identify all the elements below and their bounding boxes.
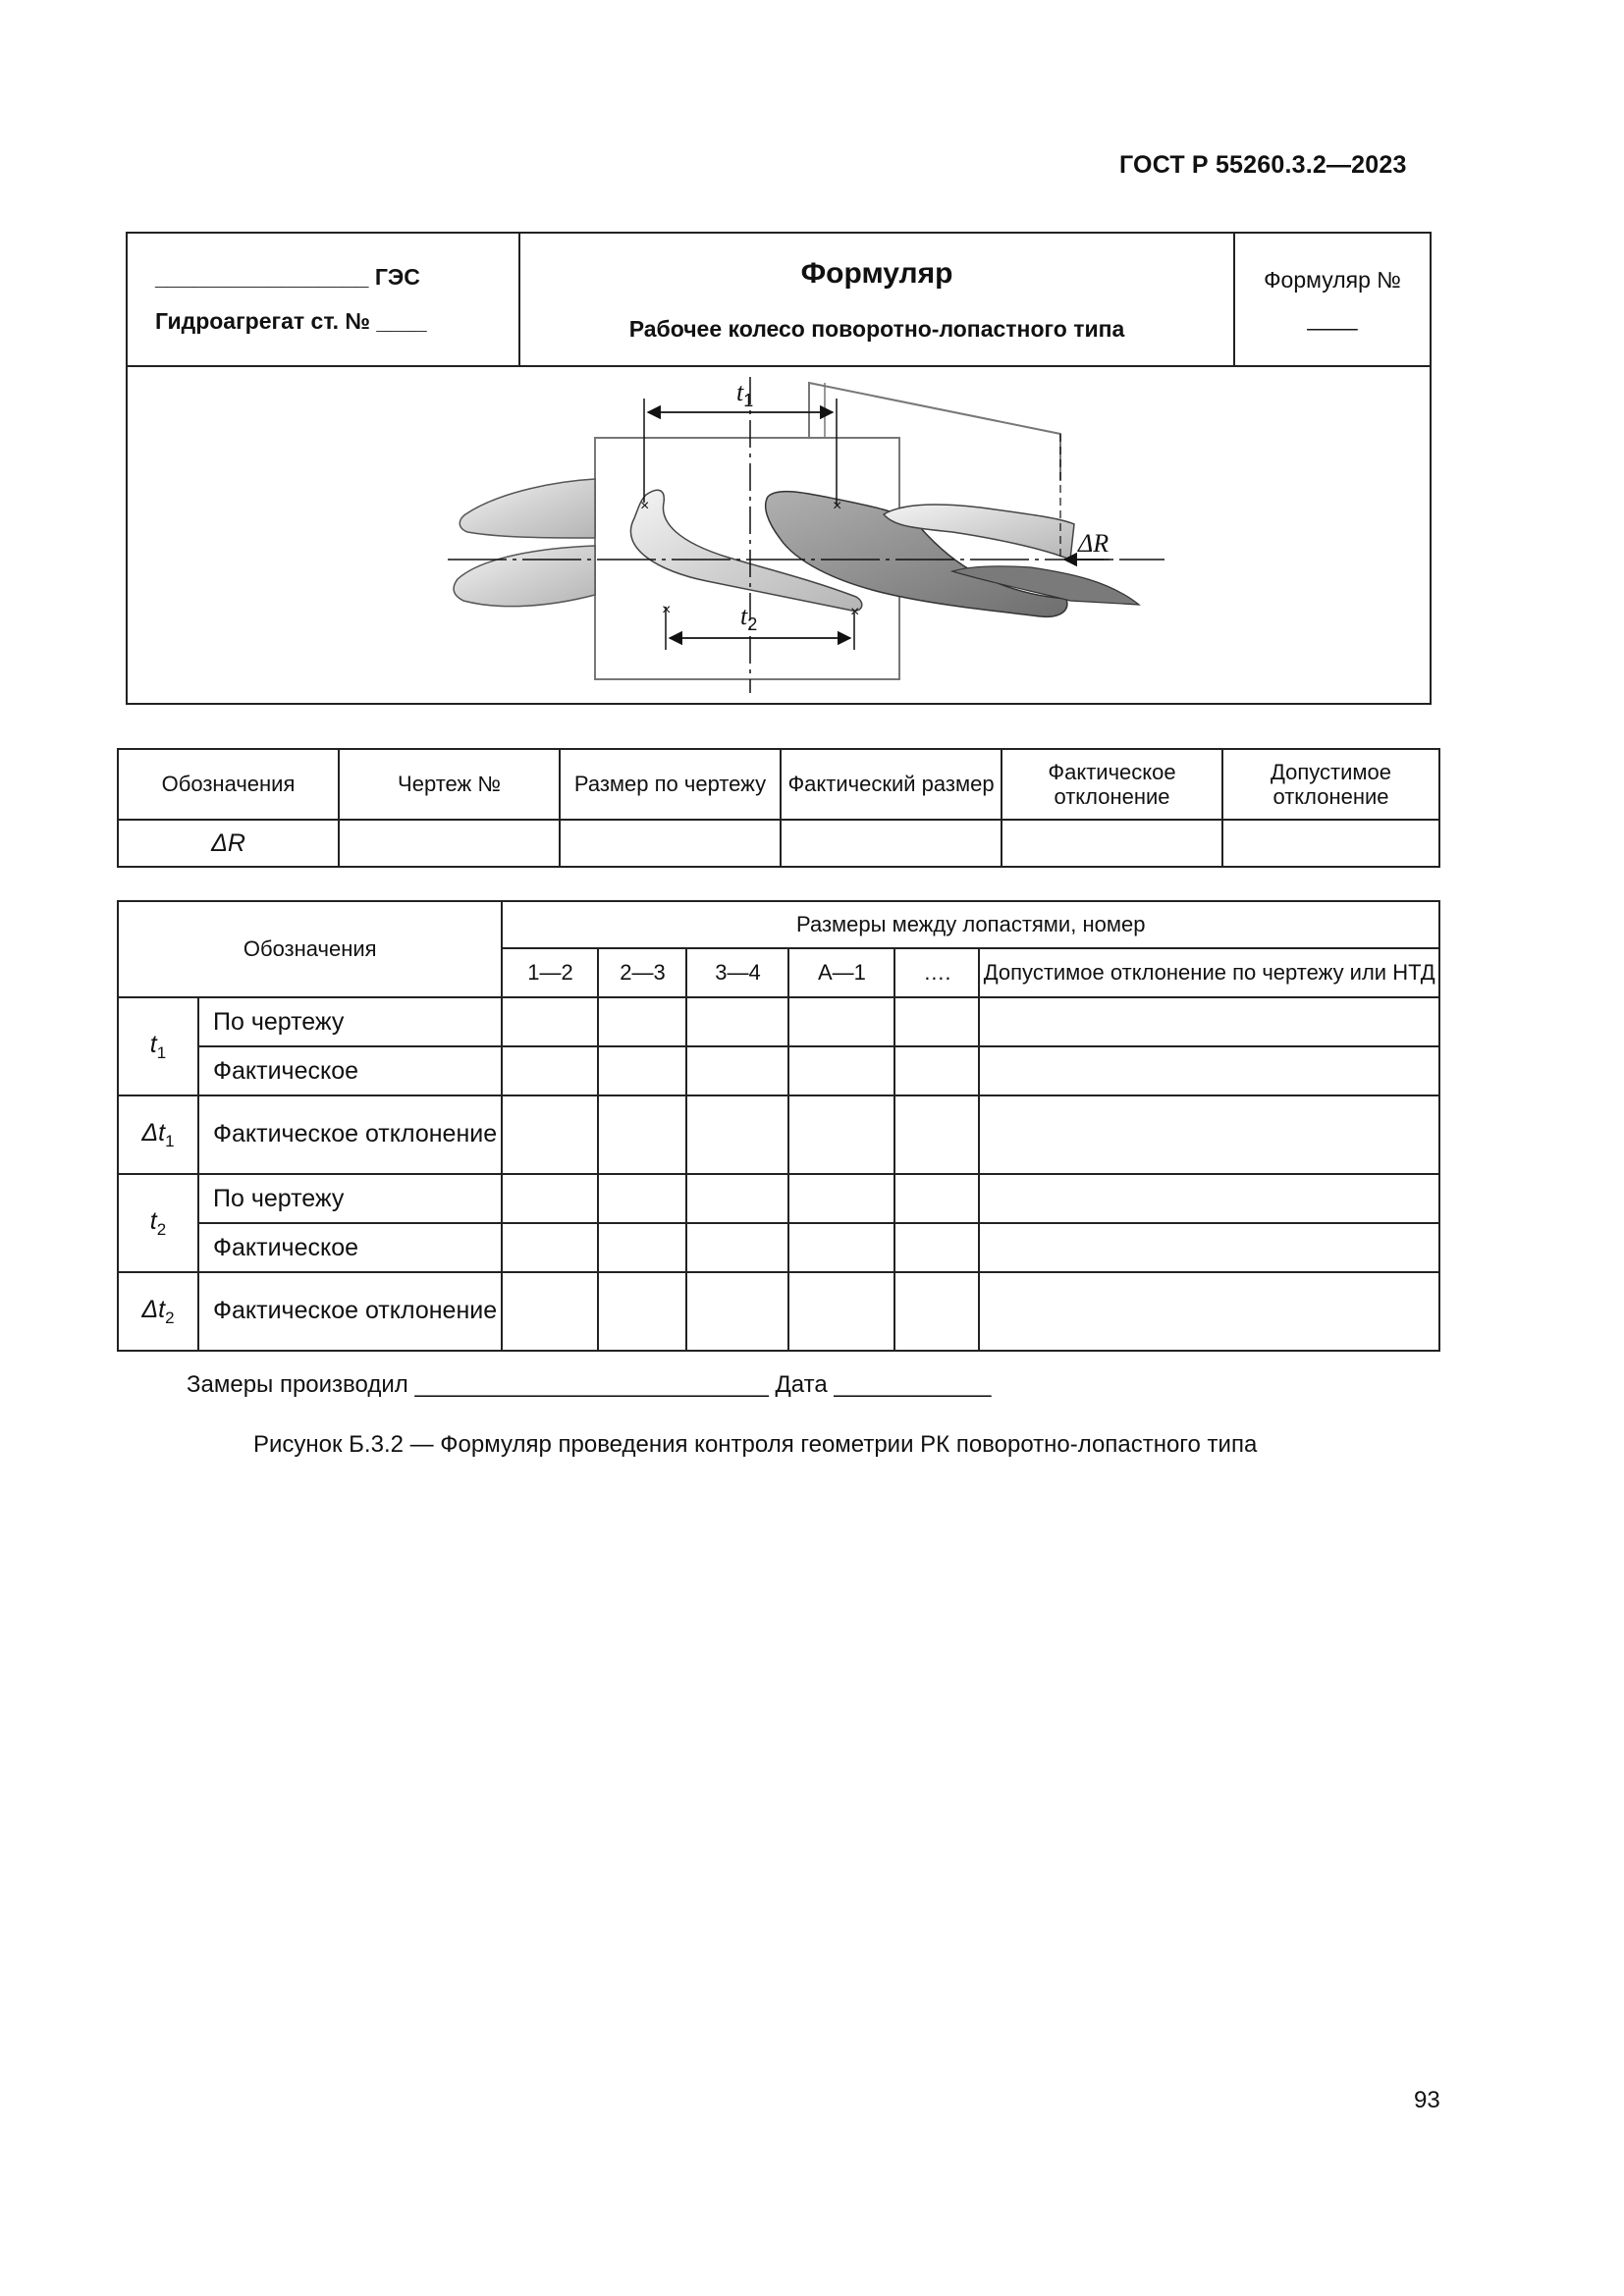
- svg-text:×: ×: [850, 604, 860, 620]
- t2-cell[interactable]: [502, 1223, 598, 1272]
- t2-cell[interactable]: [894, 1272, 979, 1351]
- form-title: Формуляр: [800, 256, 953, 290]
- t2-cell[interactable]: [598, 997, 686, 1046]
- figure-caption: Рисунок Б.3.2 — Формуляр проведения контроля геометрии РК поворотно-лопастного типа: [253, 1431, 1258, 1458]
- unit-label: Гидроагрегат ст. № ____: [155, 308, 427, 334]
- t2-cell[interactable]: [788, 997, 894, 1046]
- t2-cell[interactable]: [686, 1272, 788, 1351]
- t2-cell[interactable]: [894, 1223, 979, 1272]
- form-number-blank: ____: [1307, 305, 1358, 331]
- t1-header-size-by-drawing: Размер по чертежу: [560, 749, 781, 820]
- t2-label-dt2: Фактическое отклонение: [198, 1272, 502, 1351]
- svg-text:×: ×: [662, 602, 672, 618]
- deviation-table: [117, 748, 1440, 868]
- t2-cell[interactable]: [979, 1174, 1439, 1223]
- t1-cell-actual-deviation[interactable]: [1001, 820, 1222, 867]
- t2-header-designation: Обозначения: [118, 901, 502, 997]
- signature-line: [187, 1371, 992, 1399]
- t1-header-drawing-no: Чертеж №: [339, 749, 560, 820]
- t1-cell-actual-size[interactable]: [781, 820, 1001, 867]
- t2-cell[interactable]: [894, 1095, 979, 1174]
- t2-cell[interactable]: [894, 997, 979, 1046]
- label-dR: ΔR: [1078, 529, 1110, 558]
- t2-col-dots: ….: [894, 948, 979, 997]
- t1-row-symbol: ΔR: [118, 820, 339, 867]
- t2-cell[interactable]: [502, 1272, 598, 1351]
- t2-cell[interactable]: [598, 1223, 686, 1272]
- t2-symbol-t2: $t_2$: [118, 1174, 198, 1272]
- svg-text:×: ×: [640, 498, 650, 514]
- t2-symbol-dt2: $\Delta t_2$: [118, 1272, 198, 1351]
- t2-cell[interactable]: [788, 1272, 894, 1351]
- t2-label-t1-drawing: По чертежу: [198, 997, 502, 1046]
- t2-cell[interactable]: [788, 1046, 894, 1095]
- t2-col-1-2: 1—2: [502, 948, 598, 997]
- t2-cell[interactable]: [598, 1272, 686, 1351]
- measured-by-label: Замеры производил: [187, 1371, 408, 1398]
- date-blank[interactable]: ____________: [834, 1371, 992, 1398]
- form-subtitle: Рабочее колесо поворотно-лопастного типа: [628, 315, 1125, 342]
- t2-cell[interactable]: [502, 997, 598, 1046]
- station-suffix: ГЭС: [374, 264, 420, 290]
- t2-cell[interactable]: [686, 1095, 788, 1174]
- t1-cell-drawing-no[interactable]: [339, 820, 560, 867]
- t2-cell[interactable]: [894, 1174, 979, 1223]
- t2-cell[interactable]: [979, 1272, 1439, 1351]
- t2-cell[interactable]: [788, 1095, 894, 1174]
- t2-label-dt1: Фактическое отклонение: [198, 1095, 502, 1174]
- label-t2: $t_2$: [740, 602, 758, 634]
- t2-cell[interactable]: [598, 1174, 686, 1223]
- t2-cell[interactable]: [979, 1095, 1439, 1174]
- t2-label-t2-drawing: По чертежу: [198, 1174, 502, 1223]
- t2-cell[interactable]: [894, 1046, 979, 1095]
- t2-col-3-4: 3—4: [686, 948, 788, 997]
- t2-cell[interactable]: [502, 1095, 598, 1174]
- figure-box: [126, 365, 1432, 705]
- svg-text:×: ×: [833, 498, 842, 514]
- t1-header-allowed-deviation: Допустимое отклонение: [1222, 749, 1439, 820]
- t2-symbol-t1: $t_1$: [118, 997, 198, 1095]
- t2-header-group: Размеры между лопастями, номер: [502, 901, 1439, 948]
- station-blank: _________________: [155, 264, 369, 290]
- t2-cell[interactable]: [598, 1095, 686, 1174]
- label-t1: $t_1$: [736, 378, 754, 410]
- t2-symbol-dt1: $\Delta t_1$: [118, 1095, 198, 1174]
- t2-cell[interactable]: [686, 997, 788, 1046]
- t2-cell[interactable]: [979, 1046, 1439, 1095]
- title-cell: [519, 233, 1234, 366]
- t1-header-actual-size: Фактический размер: [781, 749, 1001, 820]
- t2-cell[interactable]: [979, 997, 1439, 1046]
- form-header: [126, 232, 1432, 367]
- t2-col-allowed: Допустимое отклонение по чертежу или НТД: [979, 948, 1439, 997]
- station-cell: [127, 233, 519, 366]
- t2-cell[interactable]: [686, 1223, 788, 1272]
- t2-cell[interactable]: [502, 1174, 598, 1223]
- t2-label-t1-actual: Фактическое: [198, 1046, 502, 1095]
- t2-cell[interactable]: [686, 1046, 788, 1095]
- t1-cell-allowed-deviation[interactable]: [1222, 820, 1439, 867]
- t1-header-designation: Обозначения: [118, 749, 339, 820]
- blade-spacing-table: [117, 900, 1440, 1352]
- blade-left-upper: [460, 479, 595, 538]
- t2-cell[interactable]: [788, 1223, 894, 1272]
- runner-blade-drawing: [128, 365, 1430, 703]
- t2-cell[interactable]: [788, 1174, 894, 1223]
- date-label: Дата: [775, 1371, 828, 1398]
- t2-col-2-3: 2—3: [598, 948, 686, 997]
- blade-left-lower: [454, 546, 595, 607]
- t2-label-t2-actual: Фактическое: [198, 1223, 502, 1272]
- page-number: 93: [1414, 2087, 1440, 2113]
- form-number-label: Формуляр №: [1264, 267, 1401, 293]
- measured-by-blank[interactable]: ___________________________: [414, 1371, 769, 1398]
- t2-cell[interactable]: [686, 1174, 788, 1223]
- document-code: ГОСТ Р 55260.3.2—2023: [1119, 151, 1407, 179]
- t1-header-actual-deviation: Фактическое отклонение: [1001, 749, 1222, 820]
- t1-cell-size-by-drawing[interactable]: [560, 820, 781, 867]
- t2-cell[interactable]: [979, 1223, 1439, 1272]
- t2-cell[interactable]: [502, 1046, 598, 1095]
- form-number-cell: [1234, 233, 1431, 366]
- t2-cell[interactable]: [598, 1046, 686, 1095]
- t2-col-a-1: А—1: [788, 948, 894, 997]
